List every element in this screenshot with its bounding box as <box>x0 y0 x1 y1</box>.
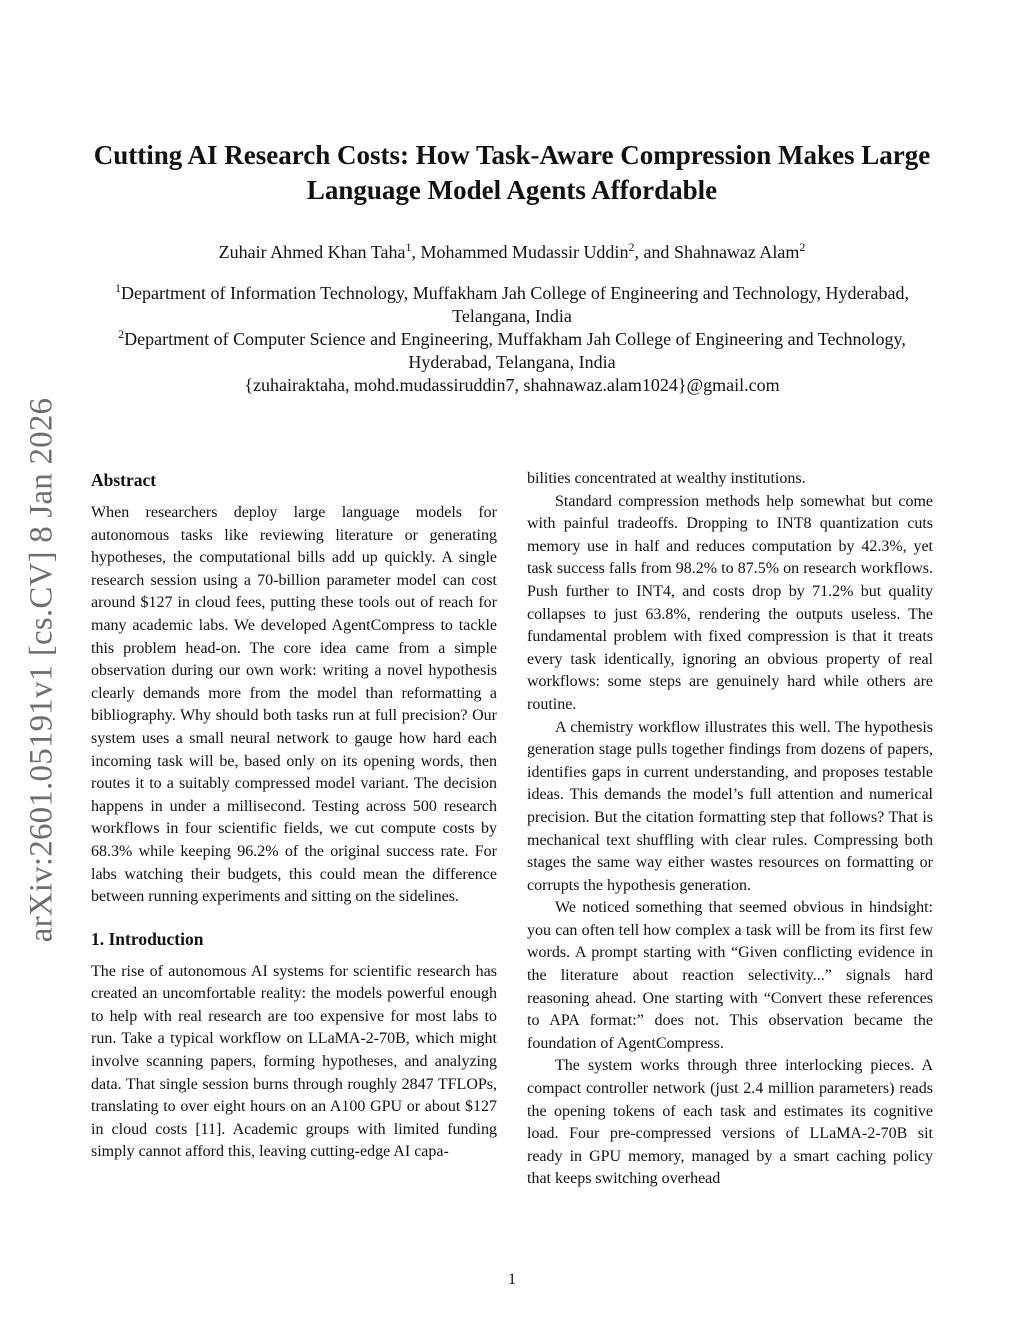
arxiv-identifier: arXiv:2601.05191v1 [cs.CV] 8 Jan 2026 <box>23 397 60 943</box>
introduction-heading: 1. Introduction <box>91 928 204 949</box>
intro-paragraph-continued: bilities concentrated at wealthy institutions. <box>527 470 806 487</box>
author-affil-mark: 2 <box>799 240 806 254</box>
author-name: Zuhair Ahmed Khan Taha <box>218 242 406 262</box>
intro-paragraph: The system works through three interlocking pieces. A compact controller network (just 2.4 million parameters) reads the opening tokens of each task and estimates its cognitive load. Four pre-compressed versions of LLaMA-2-70B sit ready in GPU memory, managed by a smart caching policy that keeps switching overhead <box>527 1057 933 1188</box>
affiliation-text: Department of Computer Science and Engineering, Muffakham Jah College of Engineering and Technology, Hyderabad, Telangana, India <box>124 329 906 372</box>
affiliation-list <box>80 282 944 374</box>
affiliation <box>80 282 944 328</box>
right-column <box>527 468 933 1191</box>
intro-paragraph: Standard compression methods help somewhat but come with painful tradeoffs. Dropping to INT8 quantization cuts memory use in half and reduces computation by 42.3%, yet task success falls from 98.2% to 87.5% on research workflows. Push further to INT4, and costs drop by 71.2% but quality collapses to just 63.8%, rendering the outputs useless. The fundamental problem with fixed compression is that it treats every task identically, ignoring an obvious property of real workflows: some steps are genuinely hard while others are routine. <box>527 492 933 713</box>
abstract-paragraph: When researchers deploy large language models for autonomous tasks like reviewing literature or generating hypotheses, the computational bills add up quickly. A single research session using a 70-billion parameter model can cost around $127 in cloud fees, putting these tools out of reach for many academic labs. We developed AgentCompress to tackle this problem head-on. The core idea came from a simple observation during our own work: writing a novel hypothesis clearly demands more from the model than reformatting a bibliography. Why should both tasks run at full precision? Our system uses a small neural network to gauge how hard each incoming task will be, based only on its opening words, then routes it to a suitably compressed model variant. The decision happens in under a millisecond. Testing across 500 research workflows in four scientific fields, we cut compute costs by 68.3% while keeping 96.2% of the original success rate. For labs watching their budgets, this could mean the difference between running experiments and sitting on the sidelines. <box>91 504 497 906</box>
paper-title: Cutting AI Research Costs: How Task-Aware Compression Makes Large Language Model Agents Affordable <box>93 140 931 205</box>
author-affil-mark: 1 <box>405 240 412 254</box>
arxiv-sidebar <box>12 370 72 970</box>
intro-paragraph: The rise of autonomous AI systems for scientific research has created an uncomfortable reality: the models powerful enough to help with real research are too expensive for most labs to run. Take a typical workflow on LLaMA-2-70B, which might involve scanning papers, forming hypotheses, and analyzing data. That single session burns through roughly 2847 TFLOPs, translating to over eight hours on an A100 GPU or about $127 in cloud costs [11]. Academic groups with limited funding simply cannot afford this, leaving cutting-edge AI capa- <box>91 962 497 1161</box>
author-name: Shahnawaz Alam <box>673 242 800 262</box>
author-name: Mohammed Mudassir Uddin <box>420 242 629 262</box>
author-emails: {zuhairaktaha, mohd.mudassiruddin7, shahnawaz.alam1024}@gmail.com <box>244 375 780 395</box>
page-number: 1 <box>508 1271 516 1288</box>
author-affil-mark: 2 <box>628 240 635 254</box>
affiliation-mark: 2 <box>118 327 125 341</box>
left-column <box>91 468 497 1164</box>
author-separator: , <box>411 242 421 262</box>
intro-paragraph: A chemistry workflow illustrates this well. The hypothesis generation stage pulls together findings from dozens of papers, identifies gaps in current understanding, and proposes testable ideas. This demands the model’s full attention and numerical precision. But the citation formatting step that follows? That is mechanical text shuffling with clear rules. Compressing both stages the same way either wastes resources on formatting or corrupts the hypothesis generation. <box>527 718 933 894</box>
paper-header <box>80 138 944 397</box>
author-list <box>80 240 944 264</box>
abstract-heading: Abstract <box>91 470 157 490</box>
intro-paragraph: We noticed something that seemed obvious in hindsight: you can often tell how complex a task will be from its first few words. A prompt starting with “Given conflicting evidence in the literature about reaction selectivity...” signals hard reasoning ahead. One starting with “Convert these references to APA format:” does not. This observation became the foundation of AgentCompress. <box>527 899 933 1052</box>
author-separator: , and <box>634 242 674 262</box>
affiliation-text: Department of Information Technology, Muffakham Jah College of Engineering and Technology, Hyderabad, Telangana, India <box>121 283 909 326</box>
affiliation <box>80 328 944 374</box>
affiliation-mark: 1 <box>115 281 122 295</box>
